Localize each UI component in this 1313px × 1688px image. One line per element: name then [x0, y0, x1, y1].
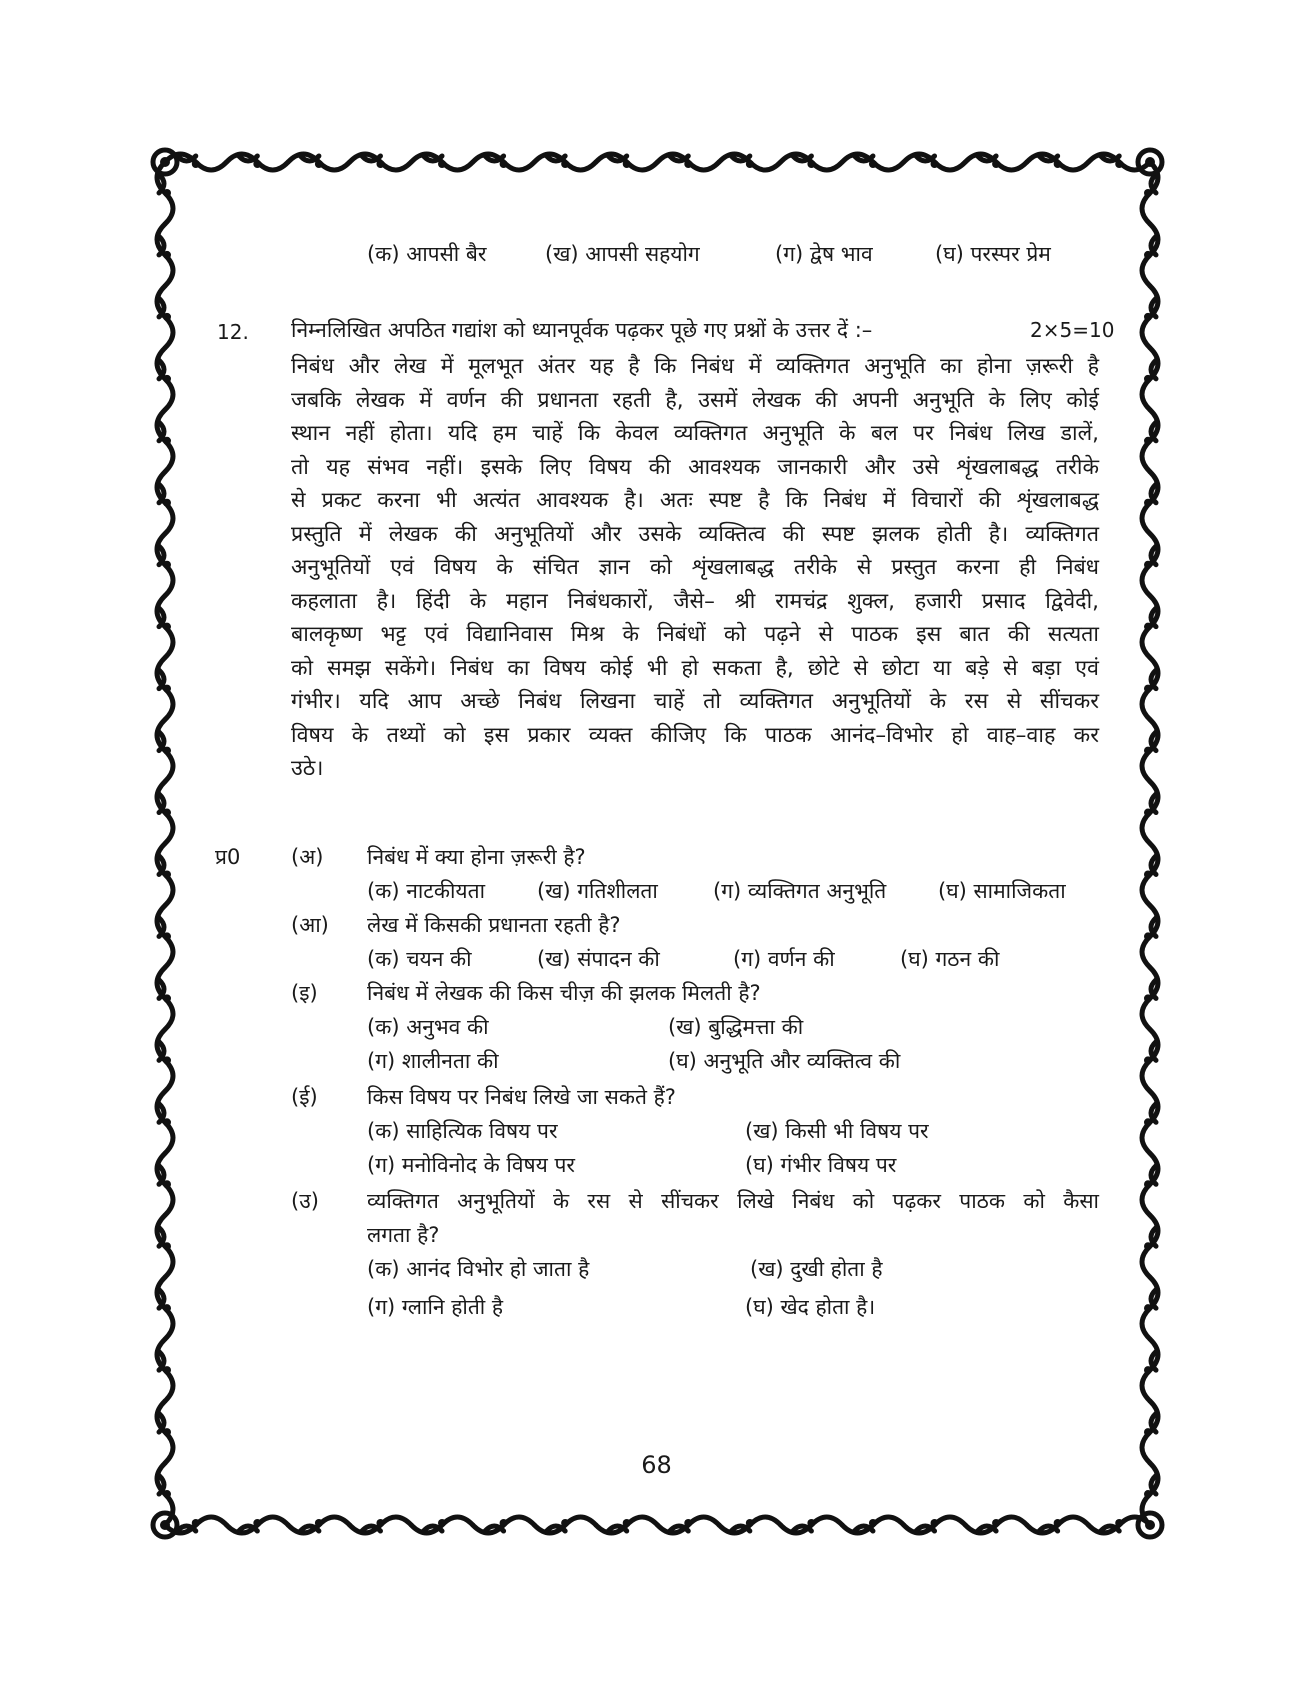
prev-option-k: (क) आपसी बैर: [367, 242, 487, 266]
option: (क) आनंद विभोर हो जाता है: [367, 1257, 590, 1281]
option: (ख) किसी भी विषय पर: [745, 1119, 929, 1143]
subq-label: (उ): [291, 1189, 319, 1213]
option: (घ) गठन की: [900, 947, 1000, 971]
option: (ख) दुखी होता है: [750, 1257, 883, 1281]
passage-line: को समझ सकेंगे। निबंध का विषय कोई भी हो सकता है, छोटे से छोटा या बड़े से बड़ा एवं: [291, 655, 1099, 681]
passage-line: स्थान नहीं होता। यदि हम चाहें कि केवल व्यक्तिगत अनुभूति के बल पर निबंध लिख डालें,: [291, 421, 1099, 446]
passage-line: तो यह संभव नहीं। इसके लिए विषय की आवश्यक जानकारी और उसे शृंखलाबद्ध तरीके: [291, 454, 1099, 480]
subq-text: किस विषय पर निबंध लिखे जा सकते हैं?: [367, 1085, 676, 1109]
option: (क) चयन की: [367, 947, 472, 971]
passage-line: से प्रकट करना भी अत्यंत आवश्यक है। अतः स्पष्ट है कि निबंध में विचारों की शृंखलाबद्ध: [291, 488, 1099, 513]
passage-line: प्रस्तुति में लेखक की अनुभूतियों और उसके व्यक्तित्व की स्पष्ट झलक होती है। व्यक्तिगत: [291, 521, 1099, 547]
option: (क) साहित्यिक विषय पर: [367, 1119, 558, 1143]
option: (क) अनुभव की: [367, 1015, 489, 1039]
option: (ग) वर्णन की: [733, 947, 835, 971]
passage: [291, 350, 1099, 786]
question-instruction: निम्नलिखित अपठित गद्यांश को ध्यानपूर्वक पढ़कर पूछे गए प्रश्नों के उत्तर दें :–: [291, 318, 873, 342]
passage-line: जबकि लेखक में वर्णन की प्रधानता रहती है, उसमें लेखक की अपनी अनुभूति के लिए कोई: [291, 387, 1099, 413]
page-number: 68: [641, 1451, 672, 1479]
option: (ग) शालीनता की: [367, 1049, 499, 1073]
passage-line: निबंध और लेख में मूलभूत अंतर यह है कि निबंध में व्यक्तिगत अनुभूति का होना ज़रूरी है: [291, 354, 1099, 379]
prev-option-kh: (ख) आपसी सहयोग: [545, 242, 700, 266]
passage-line: उठे।: [291, 756, 324, 781]
subq-label: (इ): [291, 981, 318, 1005]
option: (घ) अनुभूति और व्यक्तित्व की: [668, 1049, 901, 1073]
option: (ख) बुद्धिमत्ता की: [668, 1015, 804, 1039]
subq-text: निबंध में लेखक की किस चीज़ की झलक मिलती है?: [367, 981, 761, 1005]
option: (घ) खेद होता है।: [745, 1295, 876, 1319]
option: (ख) संपादन की: [537, 947, 660, 971]
subq-text-cont: लगता है?: [367, 1223, 440, 1247]
option: (ग) मनोविनोद के विषय पर: [367, 1153, 575, 1177]
passage-line: कहलाता है। हिंदी के महान निबंधकारों, जैसे– श्री रामचंद्र शुक्ल, हजारी प्रसाद द्विवेदी,: [291, 588, 1099, 614]
prashn-label: प्र0: [215, 845, 241, 869]
option: (ग) व्यक्तिगत अनुभूति: [713, 879, 887, 903]
prev-option-g: (ग) द्वेष भाव: [775, 242, 873, 266]
passage-line: बालकृष्ण भट्ट एवं विद्यानिवास मिश्र के निबंधों को पढ़ने से पाठक इस बात की सत्यता: [291, 622, 1099, 647]
subq-text: व्यक्तिगत अनुभूतियों के रस से सींचकर लिखे निबंध को पढ़कर पाठक को कैसा: [367, 1189, 1099, 1213]
option: (ग) ग्लानि होती है: [367, 1295, 504, 1319]
subq-text: लेख में किसकी प्रधानता रहती है?: [367, 913, 621, 937]
passage-line: विषय के तथ्यों को इस प्रकार व्यक्त कीजिए कि पाठक आनंद–विभोर हो वाह–वाह कर: [291, 722, 1099, 748]
passage-line: गंभीर। यदि आप अच्छे निबंध लिखना चाहें तो व्यक्तिगत अनुभूतियों के रस से सींचकर: [291, 689, 1099, 714]
subq-label: (अ): [291, 845, 324, 869]
passage-line: अनुभूतियों एवं विषय के संचित ज्ञान को शृंखलाबद्ध तरीके से प्रस्तुत करना ही निबंध: [291, 555, 1099, 580]
subq-label: (ई): [291, 1085, 318, 1109]
option: (घ) गंभीर विषय पर: [745, 1153, 897, 1177]
prev-option-gh: (घ) परस्पर प्रेम: [935, 242, 1051, 266]
subq-text: निबंध में क्या होना ज़रूरी है?: [367, 845, 586, 869]
option: (क) नाटकीयता: [367, 879, 486, 903]
question-marks: 2×5=10: [1030, 318, 1115, 342]
subq-label: (आ): [291, 913, 329, 937]
question-number: 12.: [217, 320, 249, 344]
option: (ख) गतिशीलता: [537, 879, 658, 903]
option: (घ) सामाजिकता: [938, 879, 1066, 903]
